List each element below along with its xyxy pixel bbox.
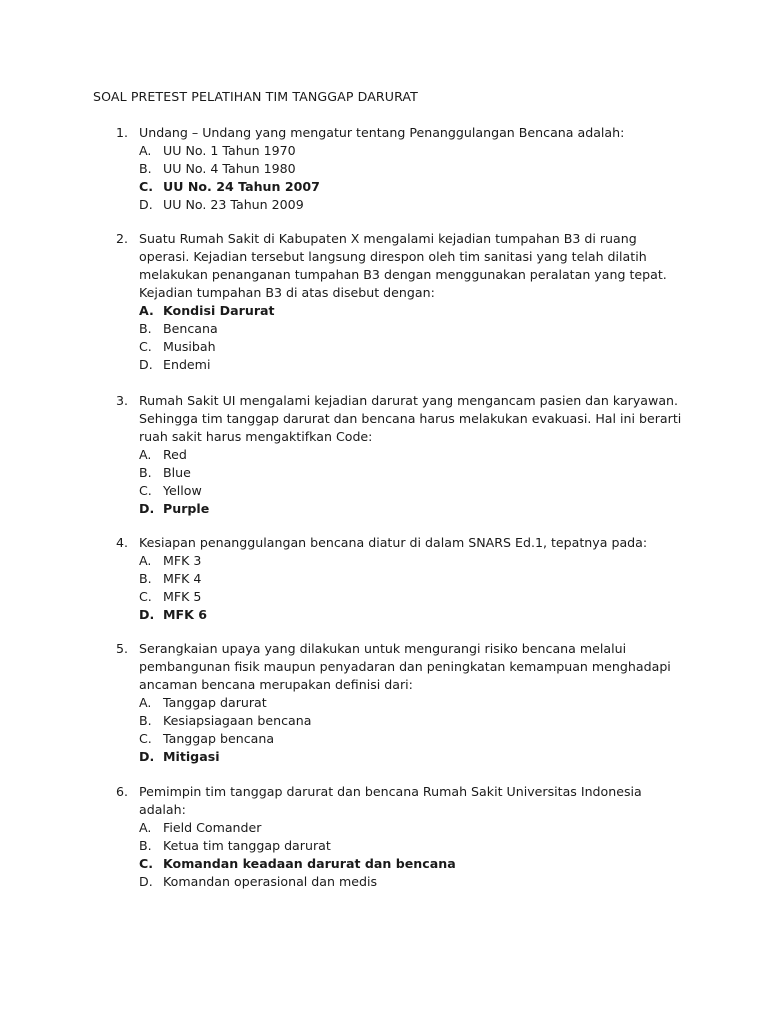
answer-option <box>0 482 600 500</box>
question-number: 1. <box>116 125 129 140</box>
question-text-line: ruah sakit harus mengaktifkan Code: <box>139 429 373 444</box>
option-text: MFK 6 <box>163 607 208 622</box>
option-text: UU No. 23 Tahun 2009 <box>163 197 304 212</box>
answer-option <box>0 606 600 624</box>
option-letter: A. <box>139 695 152 710</box>
question-text <box>139 640 679 694</box>
question-text-line: operasi. Kejadian tersebut langsung direspon oleh tim sanitasi yang telah dilatih <box>139 249 647 264</box>
answer-option <box>0 196 600 214</box>
answer-option <box>0 855 600 873</box>
option-text: UU No. 1 Tahun 1970 <box>163 143 296 158</box>
answer-option <box>0 694 600 712</box>
option-text: Komandan operasional dan medis <box>163 874 378 889</box>
option-letter: D. <box>139 197 153 212</box>
option-letter: D. <box>139 749 155 764</box>
question-text <box>139 392 682 446</box>
answer-option <box>0 356 600 374</box>
question-text <box>139 230 679 302</box>
option-letter: A. <box>139 143 152 158</box>
question-text <box>139 124 679 142</box>
answer-option <box>0 160 600 178</box>
option-letter: B. <box>139 465 152 480</box>
answer-option <box>0 464 600 482</box>
question-text-line: Pemimpin tim tanggap darurat dan bencana Rumah Sakit Universitas Indonesia <box>139 784 642 799</box>
option-text: Endemi <box>163 357 211 372</box>
answer-option <box>0 819 600 837</box>
question-text-line: Kesiapan penanggulangan bencana diatur di dalam SNARS Ed.1, tepatnya pada: <box>139 535 648 550</box>
option-text: Mitigasi <box>163 749 220 764</box>
answer-option <box>0 500 600 518</box>
option-text: MFK 3 <box>163 553 202 568</box>
page-title: SOAL PRETEST PELATIHAN TIM TANGGAP DARURAT <box>93 89 418 104</box>
option-letter: A. <box>139 303 154 318</box>
option-letter: C. <box>139 589 152 604</box>
question-text-line: ancaman bencana merupakan definisi dari: <box>139 677 413 692</box>
option-text: UU No. 4 Tahun 1980 <box>163 161 296 176</box>
question-text <box>139 783 679 819</box>
option-text: Bencana <box>163 321 218 336</box>
option-letter: C. <box>139 483 152 498</box>
question-text-line: Undang – Undang yang mengatur tentang Penanggulangan Bencana adalah: <box>139 125 625 140</box>
option-letter: C. <box>139 339 152 354</box>
question-text-line: adalah: <box>139 802 186 817</box>
question-text-line: Serangkaian upaya yang dilakukan untuk mengurangi risiko bencana melalui <box>139 641 627 656</box>
answer-option <box>0 570 600 588</box>
option-text: Komandan keadaan darurat dan bencana <box>163 856 456 871</box>
question-number: 3. <box>116 393 129 408</box>
answer-option <box>0 302 600 320</box>
option-letter: B. <box>139 713 152 728</box>
question-text-line: Rumah Sakit UI mengalami kejadian darurat yang mengancam pasien dan karyawan. <box>139 393 679 408</box>
answer-option <box>0 320 600 338</box>
answer-option <box>0 748 600 766</box>
option-letter: D. <box>139 357 153 372</box>
question-text-line: Sehingga tim tanggap darurat dan bencana harus melakukan evakuasi. Hal ini berarti <box>139 411 682 426</box>
option-letter: A. <box>139 820 152 835</box>
answer-option <box>0 142 600 160</box>
answer-option <box>0 446 600 464</box>
option-text: Yellow <box>163 483 202 498</box>
answer-option <box>0 712 600 730</box>
option-text: Field Comander <box>163 820 262 835</box>
answer-option <box>0 178 600 196</box>
option-text: MFK 5 <box>163 589 202 604</box>
answer-option <box>0 552 600 570</box>
option-text: Musibah <box>163 339 216 354</box>
question-number: 2. <box>116 231 129 246</box>
option-text: MFK 4 <box>163 571 202 586</box>
answer-option <box>0 588 600 606</box>
option-letter: A. <box>139 553 152 568</box>
answer-option <box>0 338 600 356</box>
question-text-line: Suatu Rumah Sakit di Kabupaten X mengalami kejadian tumpahan B3 di ruang <box>139 231 637 246</box>
question-text-line: pembangunan fisik maupun penyadaran dan peningkatan kemampuan menghadapi <box>139 659 671 674</box>
question-number: 4. <box>116 535 129 550</box>
question-number: 5. <box>116 641 129 656</box>
option-text: Kesiapsiagaan bencana <box>163 713 312 728</box>
option-letter: B. <box>139 161 152 176</box>
option-letter: C. <box>139 856 154 871</box>
question-text-line: Kejadian tumpahan B3 di atas disebut dengan: <box>139 285 435 300</box>
option-letter: B. <box>139 321 152 336</box>
answer-option <box>0 873 600 891</box>
option-text: Kondisi Darurat <box>163 303 275 318</box>
option-text: UU No. 24 Tahun 2007 <box>163 179 320 194</box>
option-text: Tanggap darurat <box>163 695 267 710</box>
answer-option <box>0 730 600 748</box>
option-text: Red <box>163 447 187 462</box>
answer-option <box>0 837 600 855</box>
option-text: Purple <box>163 501 210 516</box>
option-letter: D. <box>139 607 155 622</box>
question-number: 6. <box>116 784 129 799</box>
option-letter: C. <box>139 179 154 194</box>
option-letter: B. <box>139 838 152 853</box>
option-letter: B. <box>139 571 152 586</box>
option-text: Tanggap bencana <box>163 731 275 746</box>
question-text-line: melakukan penanganan tumpahan B3 dengan menggunakan peralatan yang tepat. <box>139 267 667 282</box>
option-letter: D. <box>139 874 153 889</box>
option-text: Ketua tim tanggap darurat <box>163 838 331 853</box>
option-letter: D. <box>139 501 155 516</box>
option-letter: A. <box>139 447 152 462</box>
question-text <box>139 534 679 552</box>
option-letter: C. <box>139 731 152 746</box>
option-text: Blue <box>163 465 191 480</box>
